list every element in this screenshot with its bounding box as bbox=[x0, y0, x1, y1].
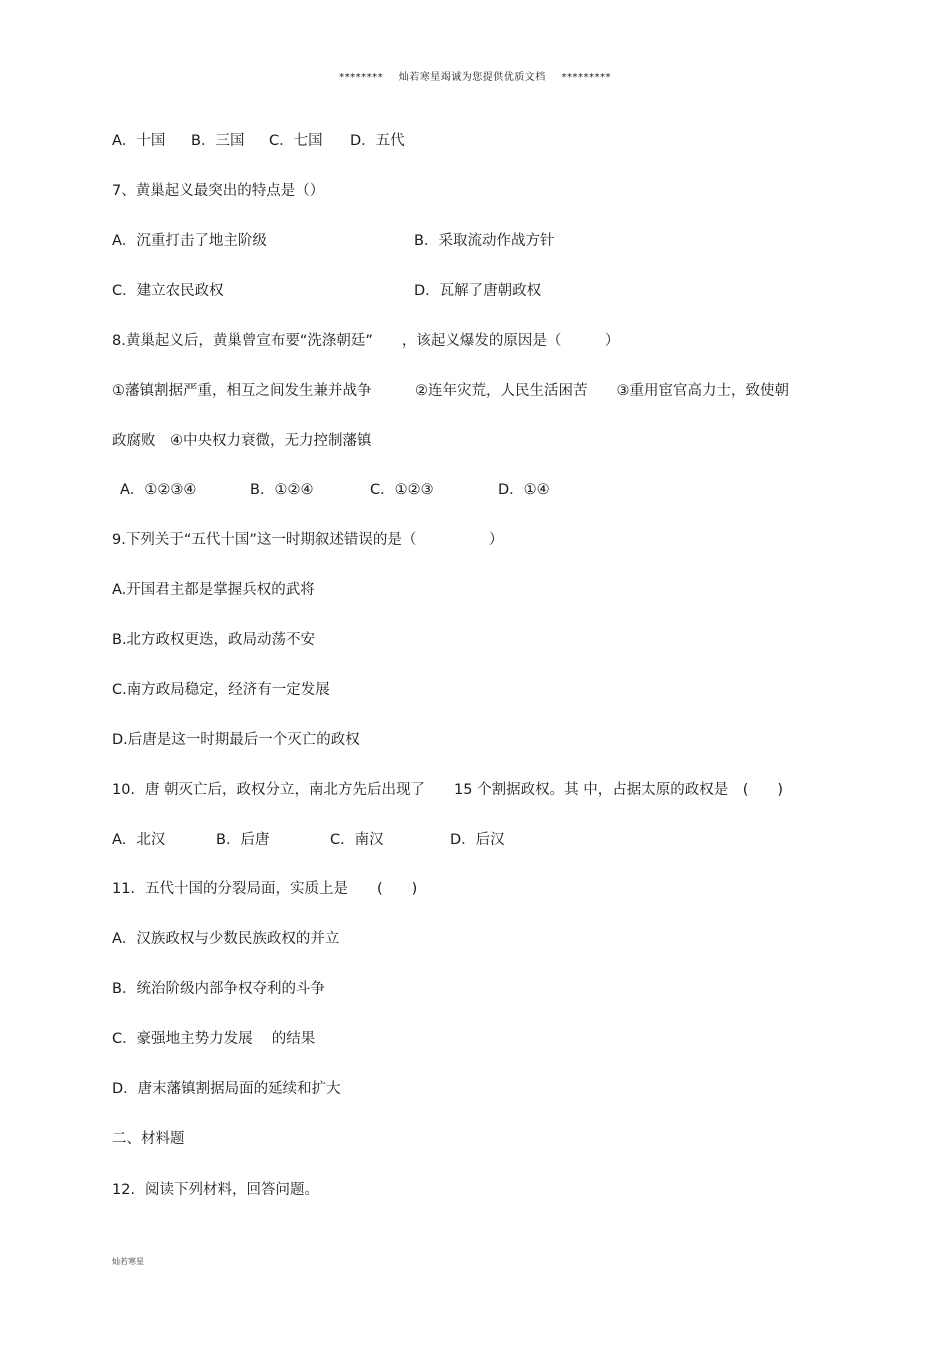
q10-option-a: A．北汉 bbox=[112, 832, 166, 848]
q6-option-b: B．三国 bbox=[191, 133, 245, 149]
header-stars-right: ********* bbox=[561, 72, 611, 83]
q8-option-d: D．①④ bbox=[498, 482, 550, 498]
q9-option-a: A.开国君主都是掌握兵权的武将 bbox=[112, 582, 315, 598]
q11-option-b: B．统治阶级内部争权夺利的斗争 bbox=[112, 981, 325, 997]
q6-option-c: C．七国 bbox=[269, 133, 323, 149]
q8-statements-line1: ①藩镇割据严重，相互之间发生兼并战争 ②连年灾荒，人民生活困苦 ③重用宦官高力士，致使朝 bbox=[112, 383, 789, 399]
q10-option-d: D．后汉 bbox=[450, 832, 505, 848]
q11-option-a: A．汉族政权与少数民族政权的并立 bbox=[112, 931, 340, 947]
q8-stem: 8.黄巢起义后，黄巢曾宣布要“洗涤朝廷” ，该起义爆发的原因是（ ） bbox=[112, 333, 620, 349]
q8-option-b: B．①②④ bbox=[250, 482, 314, 498]
page-footer: 灿若寒星 bbox=[112, 1257, 144, 1266]
q7-option-b: B．采取流动作战方针 bbox=[414, 233, 555, 249]
q12-stem: 12．阅读下列材料，回答问题。 bbox=[112, 1182, 319, 1198]
q6-option-a: A．十国 bbox=[112, 133, 166, 149]
header-stars-left: ******** bbox=[339, 72, 384, 83]
section-heading: 二、材料题 bbox=[112, 1131, 185, 1147]
q9-option-d: D.后唐是这一时期最后一个灭亡的政权 bbox=[112, 732, 360, 748]
q10-stem: 10．唐 朝灭亡后，政权分立，南北方先后出现了 15 个割据政权。其 中，占据太原的政权是 ( ) bbox=[112, 782, 784, 798]
q7-option-c: C．建立农民政权 bbox=[112, 283, 224, 299]
q6-option-d: D．五代 bbox=[350, 133, 405, 149]
q7-option-a: A．沉重打击了地主阶级 bbox=[112, 233, 267, 249]
q7-option-d: D．瓦解了唐朝政权 bbox=[414, 283, 542, 299]
q8-option-a: A．①②③④ bbox=[120, 482, 197, 498]
q11-option-d: D．唐末藩镇割据局面的延续和扩大 bbox=[112, 1081, 341, 1097]
q9-option-c: C.南方政局稳定，经济有一定发展 bbox=[112, 682, 330, 698]
q8-option-c: C．①②③ bbox=[370, 482, 434, 498]
q8-statements-line2: 政腐败 ④中央权力衰微，无力控制藩镇 bbox=[112, 433, 372, 449]
q11-stem: 11．五代十国的分裂局面，实质上是 ( ) bbox=[112, 881, 418, 897]
q10-option-b: B．后唐 bbox=[216, 832, 270, 848]
q7-stem: 7、黄巢起义最突出的特点是（） bbox=[112, 183, 325, 199]
q10-option-c: C．南汉 bbox=[330, 832, 384, 848]
q11-option-c: C．豪强地主势力发展 的结果 bbox=[112, 1031, 316, 1047]
page-header bbox=[0, 68, 950, 83]
q9-stem: 9.下列关于“五代十国”这一时期叙述错误的是（ ） bbox=[112, 532, 504, 548]
header-text: 灿若寒星竭诚为您提供优质文档 bbox=[398, 72, 546, 83]
q9-option-b: B.北方政权更迭，政局动荡不安 bbox=[112, 632, 316, 648]
